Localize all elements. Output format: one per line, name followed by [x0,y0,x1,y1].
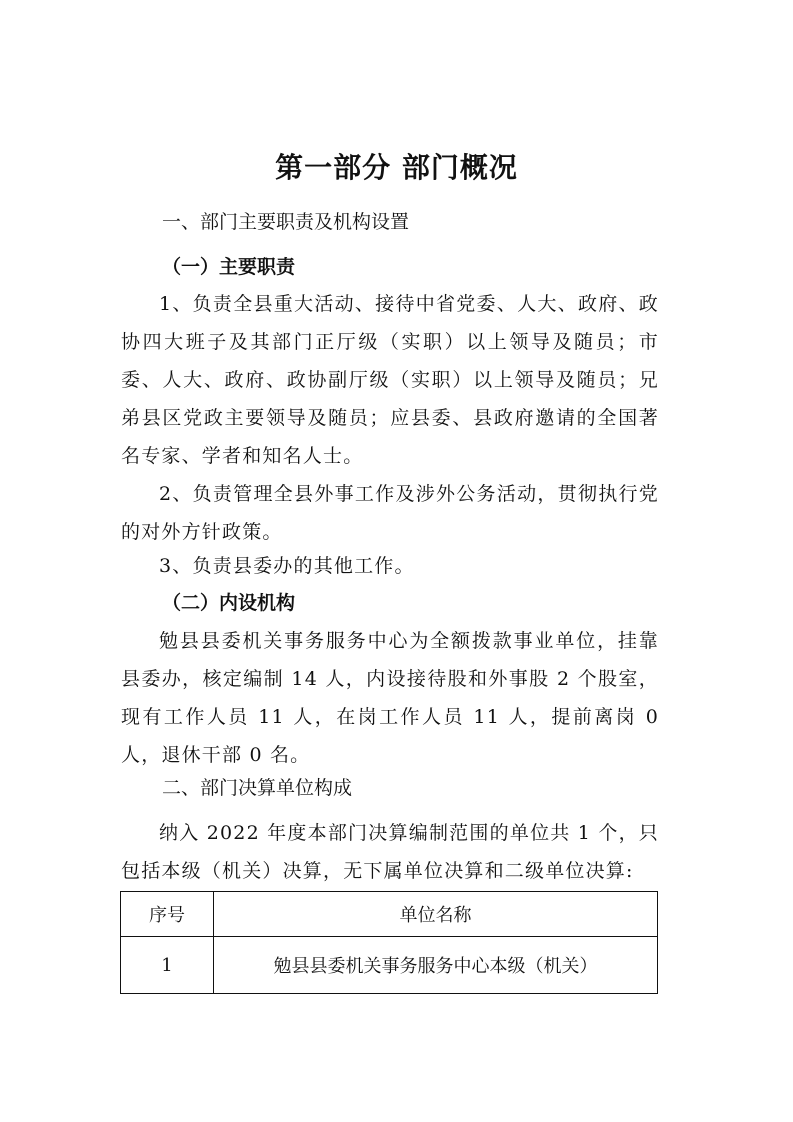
duty-paragraph-2: 2、负责管理全县外事工作及涉外公务活动，贯彻执行党的对外方针政策。 [121,483,659,543]
table-row [121,937,658,994]
duty-paragraph-3: 3、负责县委办的其他工作。 [159,555,415,577]
structure-paragraph: 勉县县委机关事务服务中心为全额拨款事业单位，挂靠县委办，核定编制 14 人，内设接待股和外事股 2 个股室，现有工作人员 11 人，在岗工作人员 11 人，提前离岗 0 人，退休干部 0 名。 [121,630,659,766]
subsection-heading-main-duties: （一）主要职责 [162,256,296,278]
table-header-unit-name: 单位名称 [214,892,658,937]
section-heading-duties-structure: 一、部门主要职责及机构设置 [162,211,410,233]
table-header-number: 序号 [121,892,214,937]
duty-paragraph-1: 1、负责全县重大活动、接待中省党委、人大、政府、政协四大班子及其部门正厅级（实职）以上领导及随员；市委、人大、政府、政协副厅级（实职）以上领导及随员；兄弟县区党政主要领导及随员；应县委、县政府邀请的全国著名专家、学者和知名人士。 [121,293,659,467]
table-cell-number: 1 [121,937,214,994]
table-header-row [121,892,658,937]
page-title: 第一部分 部门概况 [275,151,518,184]
section-heading-unit-composition: 二、部门决算单位构成 [162,777,353,799]
subsection-heading-internal-structure: （二）内设机构 [162,592,296,614]
unit-table [120,891,658,994]
table-cell-unit-name: 勉县县委机关事务服务中心本级（机关） [214,937,658,994]
unit-composition-paragraph: 纳入 2022 年度本部门决算编制范围的单位共 1 个，只包括本级（机关）决算，无下属单位决算和二级单位决算: [121,822,659,882]
